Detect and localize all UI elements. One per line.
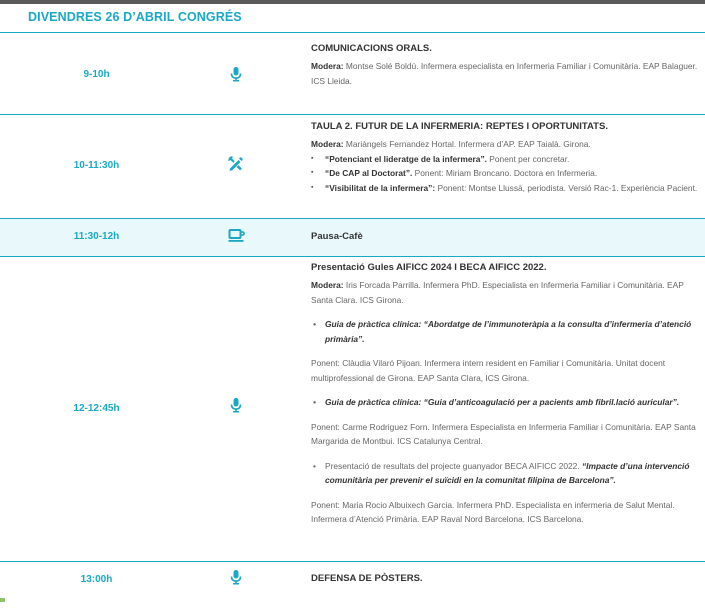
day-title: DIVENDRES 26 D’ABRIL CONGRÉS [28,10,242,24]
schedule-row [0,114,705,218]
session-content [311,120,703,195]
session-title: DEFENSA DE PÒSTERS. [311,573,423,584]
time-slot: 9-10h [83,69,110,80]
session-title: COMUNICACIONS ORALS. [311,43,432,54]
session-title: TAULA 2. FUTUR DE LA INFERMERIA: REPTES I OPORTUNITATS. [311,121,608,132]
moderator-line: Modera: Iris Forcada Parrilla. Infermera PhD. Especialista en Infermeria Familiar i Comunitària. EAP Santa Clara. ICS Girona. [311,280,684,305]
page-edge-marker [0,598,5,602]
guide-item: • Guia de pràctica clínica: “Abordatge de l’immunoteràpia a la consulta d’infermeria d’atenció primària”. [311,317,703,346]
schedule-row [0,561,705,610]
session-content [311,572,703,589]
talk-item: ▪ “De CAP al Doctorat”. Ponent: Miriam Broncano. Doctora en Infermeria. [311,166,703,181]
time-slot: 12-12:45h [73,403,120,414]
tools-icon [228,156,244,172]
microphone-icon [228,569,244,585]
microphone-icon [228,397,244,413]
speaker-line: Ponent: Maria Rocio Albuixech Garcia. Infermera PhD. Especialista en infermeria de Salut Mental. Infermera d’Atenció Primària. EAP Raval Nord Barcelona. ICS Barcelona. [311,499,675,524]
session-title: Presentació Gules AIFICC 2024 I BECA AIFICC 2022. [311,262,547,273]
schedule-row-break [0,218,705,256]
session-title: Pausa-Cafè [311,231,363,242]
speaker-line: Ponent: Clàudia Vilaró Pijoan. Infermera intern resident en Familiar i Comunitària. Unitat docent multiprofessional de Girona. EAP Santa Clara, ICS Girona. [311,358,666,383]
talk-item: ▪ “Visibilitat de la infermera”: Ponent: Montse Llussà, periodista. Versió Rac-1. Experiència Pacient. [311,181,703,196]
grant-item: • Presentació de resultats del projecte guanyador BECA AIFICC 2022. “Impacte d’una intervenció comunitària per prevenir el suïcidi en la comunitat filipina de Barcelona”. [311,459,703,488]
time-slot: 13:00h [80,574,113,585]
speaker-line: Ponent: Carme Rodriguez Forn. Infermera Especialista en Infermeria Familiar i Comunitària. EAP Santa Margarida de Montbui. ICS Catalunya Central. [311,421,696,446]
schedule-row [0,256,705,561]
moderator-line: Modera: Montse Solé Boldú. Infermera especialista en Infermeria Familiar i Comunitària. EAP Balaguer. ICS Lleida. [311,61,698,86]
moderator-line: Modera: Mariàngels Fernandez Hortal. Infermera d’AP. EAP Taialà. Girona. [311,139,591,149]
session-content [311,261,703,527]
top-bar [0,0,705,4]
coffee-cup-icon [228,227,246,243]
talk-item: ▪ “Potenciant el lideratge de la infermera”. Ponent per concretar. [311,152,703,167]
schedule-row [0,32,705,114]
time-slot: 11:30-12h [73,231,120,242]
session-content [311,230,703,247]
microphone-icon [228,66,244,82]
guide-item: • Guia de pràctica clínica: “Guia d’anticoagulació per a pacients amb fibril.lació auricular”. [311,395,703,410]
session-content [311,42,703,88]
time-slot: 10-11:30h [73,160,120,171]
